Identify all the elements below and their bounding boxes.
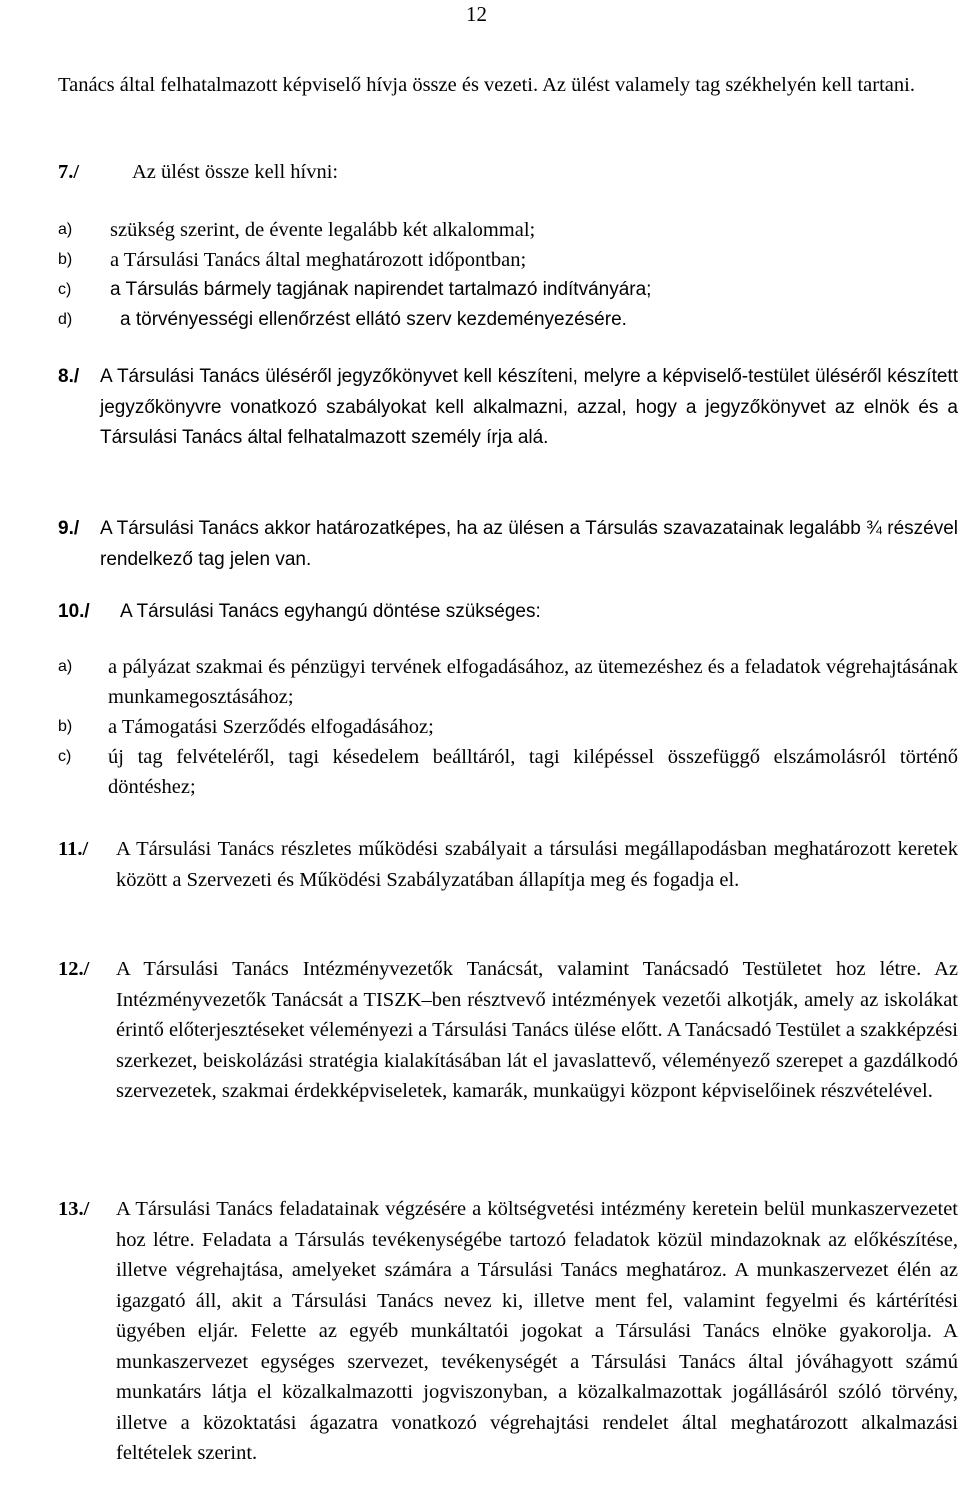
list-item-text: a Társulás bármely tagjának napirendet tartalmazó indítványára; <box>110 279 652 300</box>
section-11-number: 11./ <box>58 838 89 860</box>
section-7-heading <box>58 157 958 188</box>
list-item <box>58 712 958 742</box>
section-9-number: 9./ <box>58 518 80 539</box>
section-12 <box>58 954 958 1107</box>
section-13 <box>58 1194 958 1469</box>
section-11 <box>58 834 958 895</box>
list-marker: a) <box>58 658 73 675</box>
section-10-number: 10./ <box>58 601 90 622</box>
section-7-list <box>58 215 958 335</box>
section-12-number: 12./ <box>58 958 90 980</box>
list-item <box>58 652 958 712</box>
section-13-number: 13./ <box>58 1198 90 1220</box>
section-7-number: 7./ <box>58 161 80 183</box>
list-marker: c) <box>58 281 72 298</box>
list-marker: d) <box>58 311 73 328</box>
list-item-text: a Társulási Tanács által meghatározott időpontban; <box>110 249 527 271</box>
section-10-list <box>58 652 958 802</box>
list-item-text: a Támogatási Szerződés elfogadásához; <box>108 716 434 738</box>
list-item <box>58 275 958 305</box>
intro-text: Tanács által felhatalmazott képviselő hívja össze és vezeti. Az ülést valamely tag székhelyén kell tartani. <box>58 74 915 96</box>
section-8-text: A Társulási Tanács üléséről jegyzőkönyvet kell készíteni, melyre a képviselő-testület üléséről készített jegyzőkönyvre vonatkozó szabályokat kell alkalmazni, azzal, hogy a jegyzőkönyvet az elnök és a Társulási Tanács által felhatalmazott személy írja alá. <box>100 366 958 448</box>
list-marker: b) <box>58 251 73 268</box>
section-11-text: A Társulási Tanács részletes működési szabályait a társulási megállapodásban meghatározott keretek között a Szervezeti és Működési Szabályzatában állapítja meg és fogadja el. <box>116 838 958 891</box>
section-9 <box>58 514 958 575</box>
list-marker: b) <box>58 718 73 735</box>
list-item <box>58 215 958 245</box>
list-marker: a) <box>58 221 73 238</box>
section-8 <box>58 362 958 454</box>
list-item <box>58 305 958 335</box>
section-8-number: 8./ <box>58 366 80 387</box>
list-item-text: új tag felvételéről, tagi késedelem beálltáról, tagi kilépéssel összefüggő elszámolásról történő döntéshez; <box>108 746 958 798</box>
section-13-text: A Társulási Tanács feladatainak végzésére a költségvetési intézmény keretein belül munkaszervezetet hoz létre. Feladata a Társulás tevékenységébe tartozó feladatok közül mindazoknak az előkészítése, illetve végrehajtása, amelyeket számára a Társulási Tanács meghatároz. A munkaszervezet élén az igazgató áll, akit a Társulási Tanács nevez ki, illetve ment fel, valamint fegyelmi és kártérítési ügyében eljár. Felette az egyéb munkáltatói jogokat a Társulási Tanács elnöke gyakorolja. A munkaszervezet egységes szervezet, tevékenységét a Társulási Tanács által jóváhagyott számú munkatárs látja el közalkalmazotti jogviszonyban, a közalkalmazottak jogállásáról szóló törvény, illetve a közoktatási ágazatra vonatkozó végrehajtási rendelet által meghatározott alkalmazási feltételek szerint. <box>116 1198 958 1464</box>
list-item-text: szükség szerint, de évente legalább két alkalommal; <box>110 219 536 241</box>
list-item-text: a pályázat szakmai és pénzügyi tervének elfogadásához, az ütemezéshez és a feladatok végrehajtásának munkamegosztásához; <box>108 656 958 708</box>
page-number: 12 <box>466 2 487 26</box>
section-10-heading <box>58 597 958 628</box>
intro-paragraph <box>58 70 958 101</box>
section-12-text: A Társulási Tanács Intézményvezetők Tanácsát, valamint Tanácsadó Testületet hoz létre. Az Intézményvezetők Tanácsát a TISZK–ben résztvevő intézmények vezetői alkotják, amely az iskolákat érintő előterjesztéseket véleményezi a Társulási Tanács ülése előtt. A Tanácsadó Testület a szakképzési szerkezet, beiskolázási stratégia kialakításában lát el javaslattevő, véleményező szerepet a gazdálkodó szervezetek, szakmai érdekképviseletek, kamarák, munkaügyi központ képviselőinek részvételével. <box>116 958 958 1102</box>
section-10-text: A Társulási Tanács egyhangú döntése szükséges: <box>120 601 541 622</box>
section-7-text: Az ülést össze kell hívni: <box>132 161 339 183</box>
list-item <box>58 245 958 275</box>
section-9-text: A Társulási Tanács akkor határozatképes, ha az ülésen a Társulás szavazatainak legalább ¾ részével rendelkező tag jelen van. <box>100 518 958 570</box>
list-item-text: a törvényességi ellenőrzést ellátó szerv kezdeményezésére. <box>120 309 627 330</box>
list-item <box>58 742 958 802</box>
list-marker: c) <box>58 748 72 765</box>
